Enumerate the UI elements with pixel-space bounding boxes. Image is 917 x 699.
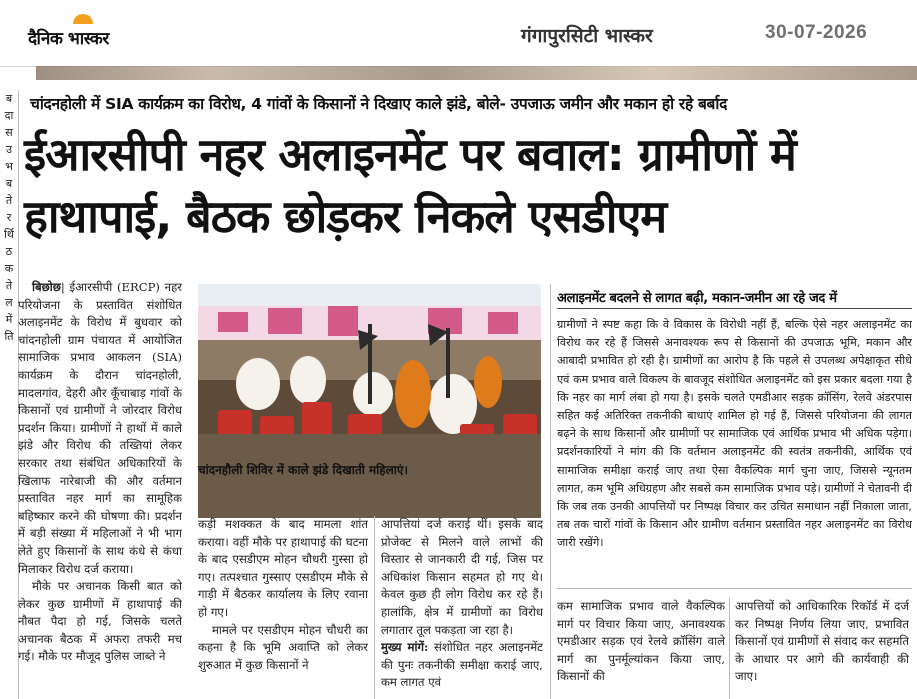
body-text: संशोधित नहर अलाइनमेंट की पुनः तकनीकी समीक्षा कराई जाए, कम लागत एवं — [381, 640, 543, 690]
body-text: | ईआरसीपी (ERCP) नहर परियोजना के प्रस्तावित संशोधित अलाइनमेंट के विरोध में बुधवार को चांदनहोली ग्राम पंचायत में आयोजित सामाजिक प्रभाव आकलन (SIA) कार्यक्रम के दौरान चांदनहोली, मादलगांव, देहरी और कूँचाबाड़ गांवों के किसानों एवं ग्रामीणों ने जोरदार विरोध प्रदर्शन किया। ग्रामीणों ने हाथों में काले झंडे और विरोध की तख्तियां लेकर सरकार तथा संबंधित अधिकारियों के खिलाफ नारेबाजी की और वर्तमान प्रस्तावित नहर मार्ग का सामूहिक बहिष्कार करने की घोषणा की। प्रदर्शन में बड़ी संख्या में महिलाओं ने भी भाग लेते हुए किसानों के साथ कंधे से कंधा मिलाकर विरोध दर्ज कराया। — [18, 280, 182, 576]
body-text: मौके पर अचानक किसी बात को लेकर कुछ ग्रामीणों में हाथापाई की नौबत पैदा हो गई, जिसके चलते अचानक बैठक में अफरा तफरी मच गई। मौके पर मौजूद पुलिस जाब्ते ने — [18, 579, 182, 664]
cutoff-glyph: ल — [5, 296, 13, 309]
cutoff-glyph: ते — [5, 194, 13, 207]
body-text: ग्रामीणों ने स्पष्ट कहा कि वे विकास के विरोधी नहीं हैं, बल्कि ऐसे नहर अलाइनमेंट का विरोध कर रहे हैं जिससे अनावश्यक रूप से किसानों की उपजाऊ भूमि, मकान और आबादी प्रभावित हो रही है। ग्रामीणों का आरोप है कि पहले से उपलब्ध अपेक्षाकृत सीधे एवं कम प्रभाव वाले विकल्प के बावजूद संशोधित अलाइनमेंट को इस प्रकार बदला गया है कि नहर का मार्ग लंबा हो गया है। इसके चलते एमडीआर सड़क क्रॉसिंग, रेलवे अंडरपास सहित कई अतिरिक्त तकनीकी बाधाएं शामिल हो गई हैं, जिससे परियोजना की लागत बढ़ने के साथ किसानों और ग्रामीणों पर सामाजिक एवं आर्थिक प्रभाव भी अधिक पड़ेगा। प्रदर्शनकारियों ने मांग की कि वर्तमान अलाइनमेंट की स्वतंत्र तकनीकी, आर्थिक एवं सामाजिक समीक्षा कराई जाए तथा ऐसा वैकल्पिक मार्ग चुना जाए, जिससे न्यूनतम लागत, कम भूमि अधिग्रहण और सबसे कम सामाजिक प्रभाव पड़े। ग्रामीणों ने चेतावनी दी कि जब तक उनकी आपत्तियों पर निष्पक्ष विचार कर उचित समाधान नहीं निकाला जाता, तब तक चारों गांवों के किसान और ग्रामीण वर्तमान प्रस्तावित नहर अलाइनमेंट का विरोध जारी रखेंगे। — [557, 318, 912, 550]
previous-column-cutoff — [0, 90, 19, 699]
body-column-6 — [735, 598, 909, 699]
column-divider — [550, 284, 551, 699]
article-subhead: अलाइनमेंट बदलने से लागत बढ़ी, मकान-जमीन आ रहे जद में — [557, 291, 837, 306]
cutoff-glyph: उ — [5, 143, 13, 156]
news-article — [18, 88, 917, 699]
brand-logo[interactable] — [28, 18, 109, 49]
cutoff-glyph: भ — [5, 160, 13, 173]
body-text: मामले पर एसडीएम मोहन चौधरी का कहना है कि भूमि अवाप्ति को लेकर शुरुआत में कुछ किसानों ने — [198, 622, 368, 672]
body-text: कड़ी मशक्कत के बाद मामला शांत कराया। वहीं मौके पर हाथापाई की घटना के बाद एसडीएम मोहन चौधरी गुस्सा हो गए। तत्पश्चात गुस्साए एसडीएम मौके से गाड़ी में बैठकर कार्यालय के लिए रवाना हो गए। — [198, 517, 368, 619]
adjacent-page-strip — [36, 66, 917, 80]
column-divider — [374, 516, 375, 699]
dateline: बिछोछ — [32, 280, 61, 294]
edition-date: 30-07-2026 — [765, 22, 868, 43]
protest-photo-illustration — [198, 284, 541, 518]
cutoff-glyph: ठ — [5, 245, 13, 258]
cutoff-glyph: ब — [5, 177, 13, 190]
body-column-4 — [557, 316, 912, 579]
cutoff-glyph: क — [4, 262, 14, 275]
edition-name: गंगापुरसिटी भास्कर — [521, 25, 653, 47]
article-headline: ईआरसीपी नहर अलाइनमेंट पर बवाल: ग्रामीणों में हाथापाई, बैठक छोड़कर निकले एसडीएम — [24, 128, 796, 243]
cutoff-glyph: में — [5, 313, 13, 326]
cutoff-glyph: स — [5, 126, 13, 139]
brand-name: दैनिक भास्कर — [28, 29, 109, 49]
body-column-3 — [381, 516, 543, 699]
cutoff-glyph: ब — [5, 92, 13, 105]
subhead-underline — [557, 308, 912, 309]
body-column-5 — [557, 598, 725, 699]
body-text: कम सामाजिक प्रभाव वाले वैकल्पिक मार्ग पर विचार किया जाए, अनावश्यक एमडीआर सड़क एवं रेलवे क्रॉसिंग वाले मार्ग का पुनर्मूल्यांकन किया जाए, किसानों की — [557, 599, 725, 684]
news-photo — [198, 284, 541, 518]
body-text: आपत्तियों को आधिकारिक रिकॉर्ड में दर्ज कर निष्पक्ष निर्णय लिया जाए, प्रभावित किसानों एवं ग्रामीणों से संवाद कर सहमति के आधार पर आगे की कार्यवाही की जाए। — [735, 599, 909, 684]
masthead-bar — [0, 0, 917, 67]
subsection-lead: मुख्य मांगें: — [381, 640, 429, 655]
sun-logo-icon — [72, 12, 94, 24]
cutoff-glyph: र — [6, 211, 12, 224]
cutoff-glyph: र्थि — [4, 228, 14, 241]
cutoff-glyph: दा — [4, 109, 14, 122]
section-divider — [557, 588, 912, 589]
body-text: आपत्तियां दर्ज कराई थीं। इसके बाद प्रोजेक्ट से मिलने वाले लाभों की विस्तार से जानकारी दी गई, जिस पर अधिकांश किसान सहमत हो गए थे। केवल कुछ ही लोग विरोध कर रहे हैं। हालांकि, क्षेत्र में ग्रामीणों का विरोध लगातार तूल पकड़ता जा रहा है। — [381, 517, 543, 637]
cutoff-glyph: ते — [5, 279, 13, 292]
article-kicker: चांदनहोली में SIA कार्यक्रम का विरोध, 4 गांवों के किसानों ने दिखाए काले झंडे, बोले- उपजाऊ जमीन और मकान हो रहे बर्बाद — [30, 95, 728, 113]
body-column-1 — [18, 279, 182, 699]
body-column-2 — [198, 516, 368, 699]
photo-caption: चांदनहौली शिविर में काले झंडे दिखाती महिलाएं। — [198, 463, 409, 477]
column-divider — [729, 598, 730, 699]
cutoff-glyph: ति — [4, 330, 14, 343]
